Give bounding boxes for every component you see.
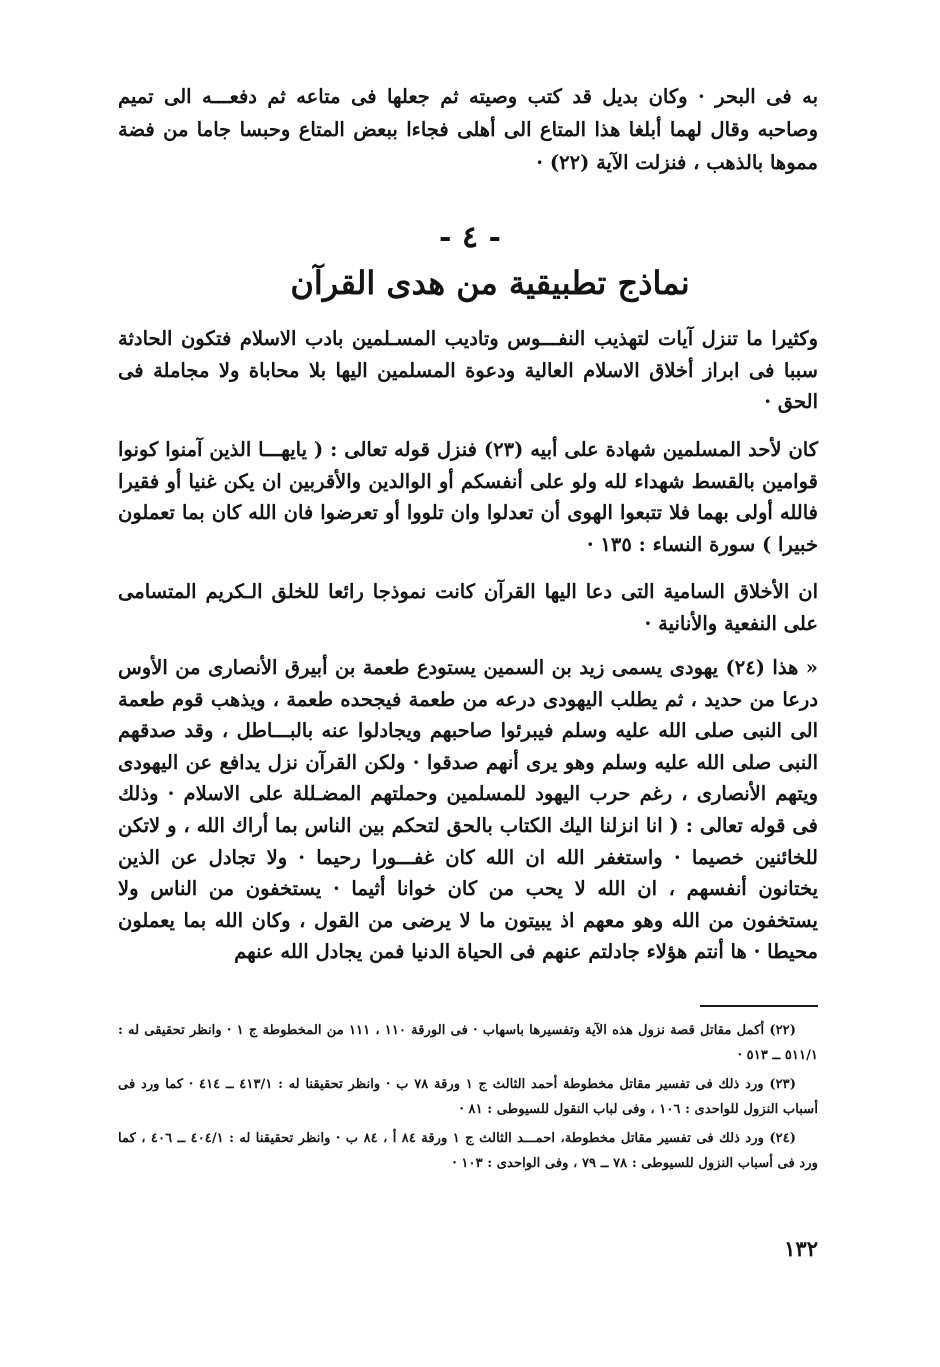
page-number: ١٣٢ bbox=[784, 1236, 818, 1261]
footnote-24: (٢٤) ورد ذلك فى تفسير مقاتل مخطوطة، احمـــد الثالث ج ١ ورقة ٨٤ أ ، ٨٤ ب · وانظر تحقيقنا له : ٤٠٤/١ ــ ٤٠٦ ، كما ورد فى أسباب النزول للسيوطى : ٧٨ ــ ٧٩ ، وفى الواحدى : ١٠٣ · bbox=[118, 1131, 818, 1171]
paragraph-4: « هذا (٢٤) يهودى يسمى زيد بن السمين يستودع طعمة بن أبيرق الأنصارى من الأوس درعا من حديد ، ثم يطلب اليهودى درعه من طعمة فيجحده طعمة ، ويذهب قوم طعمة الى النبى صلى الله عليه وسلم فيبرئوا صاحبهم ويجادلوا عنه بالبـــاطل ، وقد صدقهم النبى صلى الله عليه وسلم وهو يرى أنهم صدقوا · ولكن القرآن نزل يدافع عن اليهودى ويتهم الأنصارى ، رغم حرب اليهود للمسلمين وحملتهم المضـللة على الاسلام · وذلك فى قوله تعالى : ( انا انزلنا اليك الكتاب بالحق لتحكم بين الناس بما أراك الله ، و لاتكن للخائنين خصيما · واستغفر الله ان الله كان غفـــورا رحيما · ولا تجادل عن الذين يختانون أنفسهم ، ان الله لا يحب من كان خوانا أثيما · يستخفون من الناس ولا يستخفون من الله وهو معهم اذ يبيتون ما لا يرضى من القول ، وكان الله بما يعملون محيطا · ها أنتم هؤلاء جادلتم عنهم فى الحياة الدنيا فمن يجادل الله عنهم bbox=[118, 656, 818, 964]
footnote-divider bbox=[700, 1005, 818, 1007]
intro-paragraph: به فى البحر · وكان بديل قد كتب وصيته ثم جعلها فى متاعه ثم دفعـــه الى تميم وصاحبه وقال لهما أبلغا هذا المتاع الى أهلى فجاءا ببعض المتاع وحبسا جاما من فضة مموها بالذهب ، فنزلت الآية (٢٢) · bbox=[118, 85, 818, 174]
paragraph-2: كان لأحد المسلمين شهادة على أبيه (٢٣) فنزل قوله تعالى : ( يايهـــا الذين آمنوا كونوا قوامين بالقسط شهداء لله ولو على أنفسكم أو الوالدين والأقربين ان يكن غنيا أو فقيرا فالله أولى بهما فلا تتبعوا الهوى أن تعدلوا وان تلووا أو تعرضوا فان الله كان بما تعملون خبيرا ) سورة النساء : ١٣٥ · bbox=[118, 438, 818, 556]
footnote-22: (٢٢) أكمل مقاتل قصة نزول هذه الآية وتفسيرها باسهاب · فى الورقة ١١٠ ، ١١١ من المخطوطة ج ١ · وانظر تحقيقى له : ٥١١/١ ــ ٥١٣ · bbox=[118, 1023, 818, 1063]
footnotes bbox=[118, 1018, 818, 1180]
footnote-23: (٢٣) ورد ذلك فى تفسير مقاتل مخطوطة أحمد الثالث ج ١ ورقة ٧٨ ب · وانظر تحقيقنا له : ٤١٣/١ ــ ٤١٤ · كما ورد فى أسباب النزول للواحدى : ١٠٦ ، وفى لباب النقول للسيوطى : ٨١ · bbox=[118, 1077, 818, 1117]
paragraph-3: ان الأخلاق السامية التى دعا اليها القرآن كانت نموذجا رائعا للخلق الـكريم المتسامى على النفعية والأنانية · bbox=[118, 580, 818, 635]
section-title: نماذج تطبيقية من هدى القرآن bbox=[290, 264, 690, 302]
section-number: - ٤ - bbox=[439, 220, 501, 255]
paragraph-1: وكثيرا ما تنزل آيات لتهذيب النفـــوس وتاديب المسـلمين بادب الاسلام فتكون الحادثة سببا فى ابراز أخلاق الاسلام العالية ودعوة المسلمين اليها بلا محاباة ولا مجاملة فى الحق · bbox=[118, 327, 818, 414]
